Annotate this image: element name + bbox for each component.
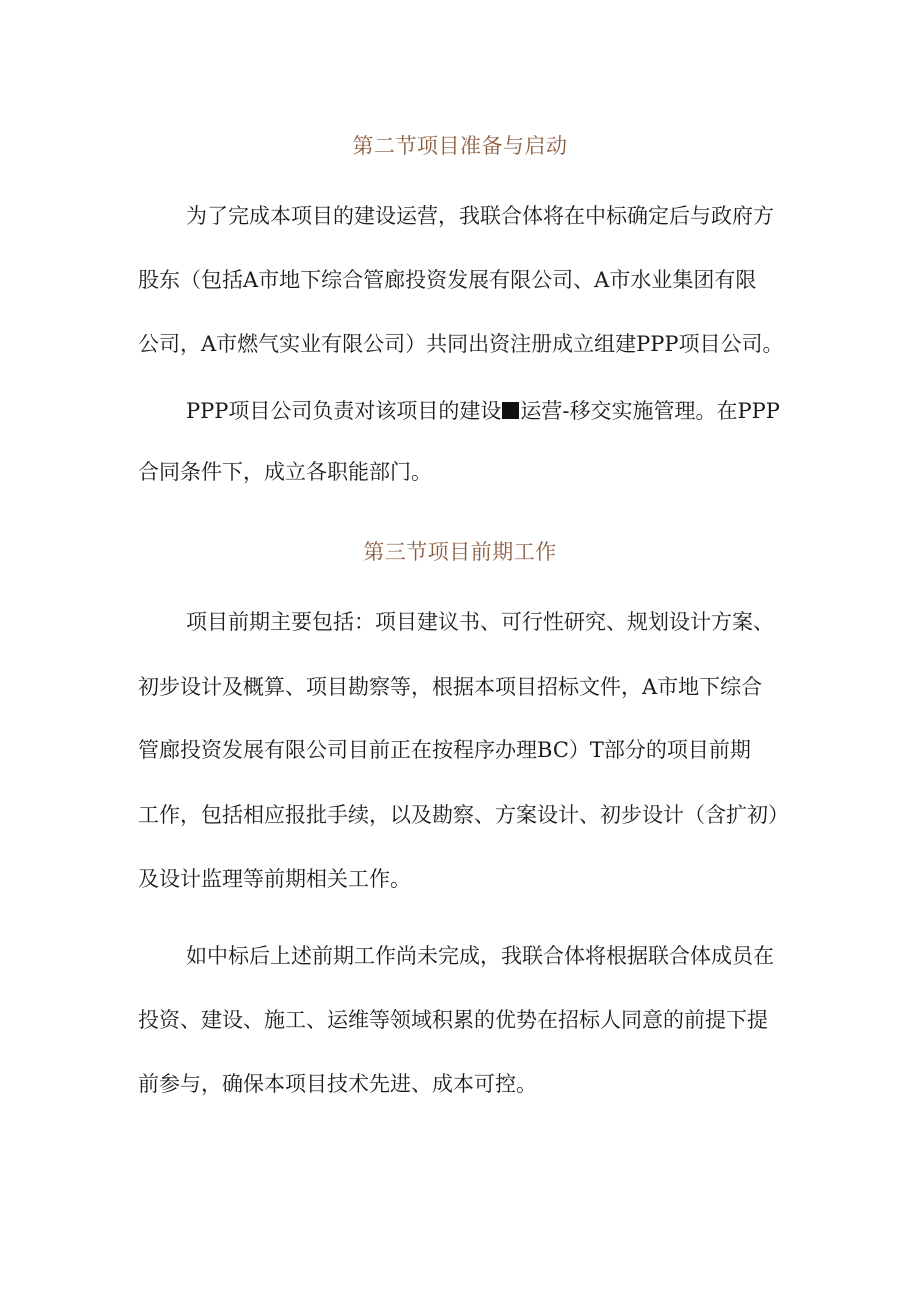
s3-p2-line-1: 如中标后上述前期工作尚未完成，我联合体将根据联合体成员在 bbox=[186, 944, 774, 968]
section-3-heading: 第三节项目前期工作 bbox=[363, 540, 557, 564]
s3-p1-line-2: 初步设计及概算、项目勘察等，根据本项目招标文件，A市地下综合 bbox=[138, 675, 763, 699]
s2-p1-line-2: 股东（包括A市地下综合管廊投资发展有限公司、A市水业集团有限 bbox=[138, 268, 757, 292]
s2-p1-line-1: 为了完成本项目的建设运营，我联合体将在中标确定后与政府方 bbox=[186, 204, 774, 228]
s3-p1-line-4: 工作，包括相应报批手续，以及勘察、方案设计、初步设计（含扩初） bbox=[138, 803, 789, 827]
black-square-icon bbox=[502, 402, 519, 419]
s2-p2-text-b: 运营-移交实施管理。在PPP bbox=[520, 399, 780, 423]
s3-p2-line-3: 前参与，确保本项目技术先进、成本可控。 bbox=[138, 1072, 537, 1096]
section-2-heading: 第二节项目准备与启动 bbox=[352, 134, 568, 158]
s3-p1-line-3: 管廊投资发展有限公司目前正在按程序办理BC）T部分的项目前期 bbox=[138, 738, 751, 762]
s3-p2-line-2: 投资、建设、施工、运维等领域积累的优势在招标人同意的前提下提 bbox=[138, 1008, 768, 1032]
s2-p2-line-1 bbox=[186, 401, 780, 422]
s3-p1-line-1: 项目前期主要包括：项目建议书、可行性研究、规划设计方案、 bbox=[186, 610, 774, 634]
s3-p1-line-5: 及设计监理等前期相关工作。 bbox=[138, 867, 411, 891]
s2-p1-line-3: 公司，A市燃气实业有限公司）共同出资注册成立组建PPP项目公司。 bbox=[138, 332, 784, 356]
s2-p2-text-a: PPP项目公司负责对该项目的建设 bbox=[186, 399, 502, 423]
s2-p2-line-2: 合同条件下，成立各职能部门。 bbox=[138, 460, 432, 484]
